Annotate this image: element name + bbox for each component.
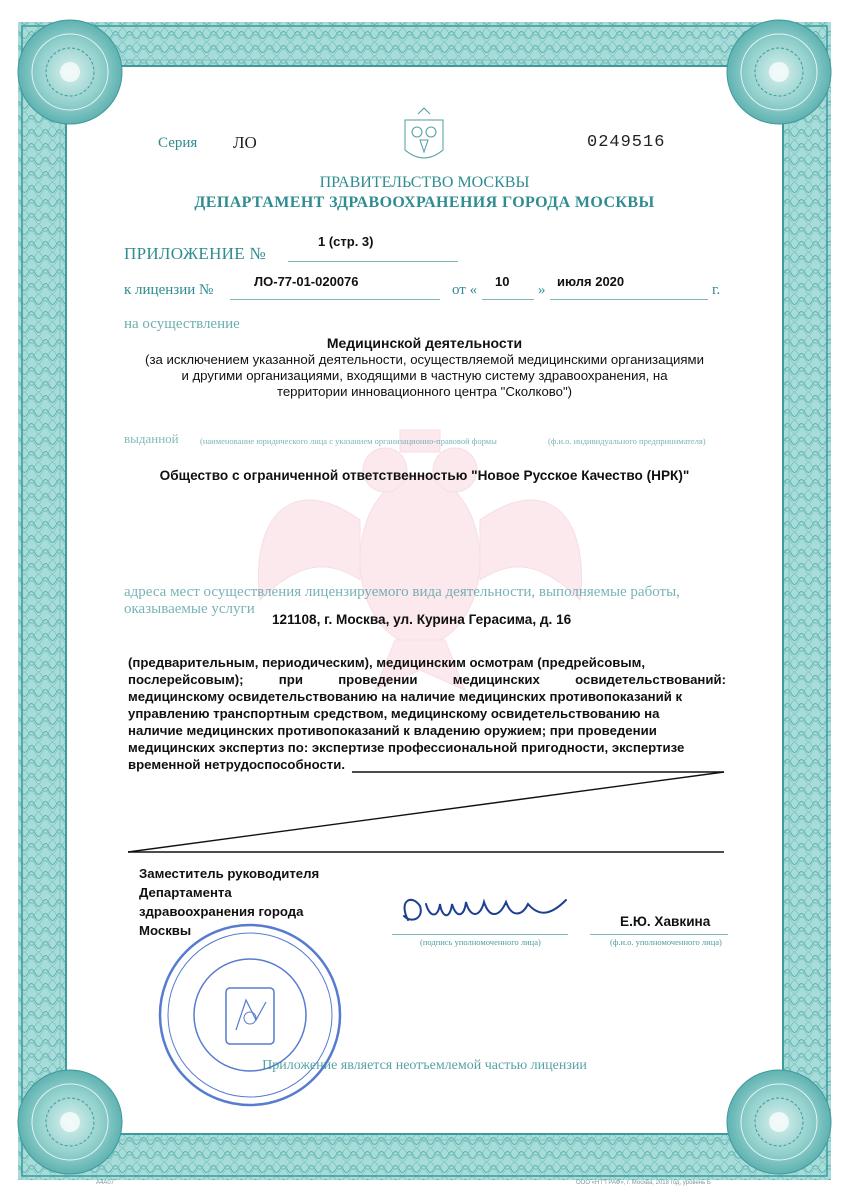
activity-label: на осуществление bbox=[124, 316, 240, 332]
signer-title-line: Заместитель руководителя bbox=[139, 866, 320, 881]
address-label-line1: адреса мест осуществления лицензируемого вида деятельности, выполняемые работы, bbox=[124, 584, 680, 600]
activity-title: Медицинской деятельности bbox=[326, 335, 523, 351]
services-line: управлению транспортным средством, медицинскому освидетельствованию на bbox=[128, 706, 660, 721]
series-value: ЛО bbox=[233, 133, 257, 152]
blank-number: 0249516 bbox=[587, 133, 666, 152]
services-text bbox=[128, 654, 726, 773]
issued-hint-legal: (наименование юридического лица с указанием организационно-правовой формы bbox=[200, 436, 497, 446]
date-quote-close: » bbox=[538, 282, 546, 298]
appendix-number: 1 (стр. 3) bbox=[318, 234, 374, 249]
signer-name: Е.Ю. Хавкина bbox=[620, 914, 711, 929]
department-title: ДЕПАРТАМЕНТ ЗДРАВООХРАНЕНИЯ ГОРОДА МОСКВЫ bbox=[194, 194, 655, 211]
services-line: временной нетрудоспособности. bbox=[128, 757, 346, 772]
printer-code: А4А07 bbox=[96, 1180, 115, 1186]
address-label-line2: оказываемые услуги bbox=[124, 601, 255, 617]
services-line: послерейсовым); при проведении медицинских освидетельствований: bbox=[128, 672, 726, 687]
activity-desc-line1: (за исключением указанной деятельности, осуществляемой медицинскими организациями bbox=[145, 352, 704, 367]
issued-label: выданной bbox=[124, 431, 179, 446]
corner-rosette-bottom-right bbox=[727, 1070, 831, 1174]
signer-title-line: Департамента bbox=[139, 885, 232, 900]
organization-name: Общество с ограниченной ответственностью "Новое Русское Качество (НРК)" bbox=[159, 468, 690, 483]
services-line: наличие медицинских противопоказаний к владению оружием; при проведении bbox=[128, 723, 657, 738]
signature-hint: (подпись уполномоченного лица) bbox=[420, 937, 541, 947]
government-title: ПРАВИТЕЛЬСТВО МОСКВЫ bbox=[319, 174, 530, 191]
month-line bbox=[550, 299, 708, 300]
license-month-year: июля 2020 bbox=[557, 274, 625, 289]
address-value: 121108, г. Москва, ул. Курина Герасима, д. 16 bbox=[272, 612, 572, 627]
activity-desc-line2: и другими организациями, входящими в частную систему здравоохранения, на bbox=[181, 368, 668, 383]
signer-title bbox=[139, 864, 379, 940]
appendix-label: ПРИЛОЖЕНИЕ № bbox=[124, 244, 267, 263]
activity-desc-line3: территории инновационного центра "Сколково") bbox=[276, 384, 573, 399]
services-line: (предварительным, периодическим), медицинским осмотрам (предрейсовым, bbox=[128, 655, 646, 670]
printer-imprint: ООО «НТ"ГРАФ», г. Москва, 2018 год, уровень Б bbox=[576, 1180, 711, 1186]
corner-rosette-bottom-left bbox=[18, 1070, 122, 1174]
year-suffix: г. bbox=[712, 282, 721, 298]
name-hint: (ф.и.о. уполномоченного лица) bbox=[610, 937, 722, 947]
issued-hint-individual: (ф.и.о. индивидуального предпринимателя) bbox=[548, 436, 706, 446]
day-line bbox=[482, 299, 534, 300]
corner-rosette-top-right bbox=[727, 20, 831, 124]
corner-rosette-top-left bbox=[18, 20, 122, 124]
appendix-number-line bbox=[288, 261, 458, 262]
license-number: ЛО-77-01-020076 bbox=[254, 274, 359, 289]
services-line: медицинскому освидетельствованию на наличие медицинских противопоказаний к bbox=[128, 689, 683, 704]
license-number-line bbox=[230, 299, 440, 300]
series-label: Серия bbox=[158, 135, 198, 151]
footer-note: Приложение является неотъемлемой частью лицензии bbox=[262, 1058, 587, 1073]
signer-title-line: Москвы bbox=[139, 923, 192, 938]
signature-line bbox=[392, 934, 568, 935]
license-label: к лицензии № bbox=[124, 282, 214, 298]
license-day: 10 bbox=[495, 274, 510, 289]
services-line: медицинских экспертиз по: экспертизе профессиональной пригодности, экспертизе bbox=[128, 740, 685, 755]
date-from-label: от « bbox=[452, 282, 478, 298]
name-line bbox=[590, 934, 728, 935]
signer-title-line: здравоохранения города bbox=[139, 904, 304, 919]
